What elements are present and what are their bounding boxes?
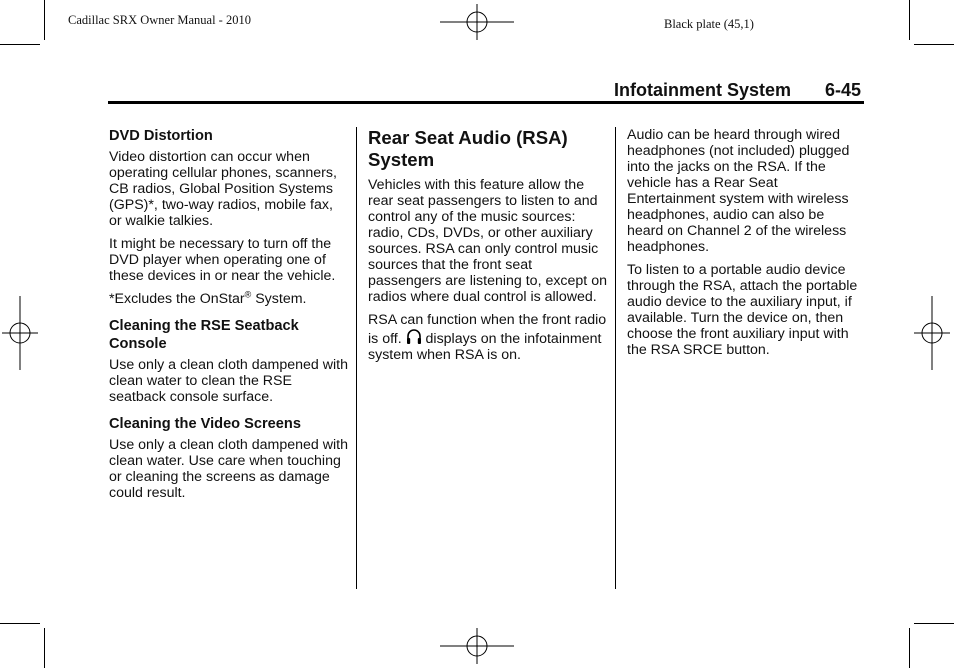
paragraph-audio-1: Audio can be heard through wired headphones (not included) plugged into the jacks on the RSA. If the vehicle has a Rear Seat Entertainment system with wireless headphones, audio can also be heard on Channel 2 of the wireless headphones. xyxy=(627,127,850,255)
heading-rear-seat-audio: Rear Seat Audio (RSA) System xyxy=(368,127,568,170)
crop-mark-top-right-h xyxy=(914,44,954,45)
crop-mark-top-right-v xyxy=(909,0,910,40)
paragraph-rsa-2-b: displays on the infotainment system when RSA is on. xyxy=(368,331,602,363)
page-number: 6-45 xyxy=(825,80,862,100)
section-title: Infotainment System xyxy=(614,80,792,100)
column-divider-2 xyxy=(615,127,616,589)
crop-mark-top-left-h xyxy=(0,44,40,45)
registration-mark-left xyxy=(2,296,38,370)
heading-cleaning-rse: Cleaning the RSE Seatback Console xyxy=(109,318,299,352)
paragraph-rsa-2 xyxy=(368,312,608,363)
registered-mark: ® xyxy=(244,289,252,300)
paragraph-cleaning-rse: Use only a clean cloth dampened with clean water to clean the RSE seatback console surface. xyxy=(109,357,348,405)
headphone-icon xyxy=(406,328,422,345)
column-3 xyxy=(627,127,863,365)
registration-mark-right xyxy=(914,296,950,370)
heading-cleaning-video: Cleaning the Video Screens xyxy=(109,416,301,432)
crop-mark-bottom-right-v xyxy=(909,628,910,668)
column-divider-1 xyxy=(356,127,357,589)
paragraph-dvd-distortion-1: Video distortion can occur when operating cellular phones, scanners, CB radios, Global Position Systems (GPS)*, two-way radios, mobile fax, or walkie talkies. xyxy=(109,149,337,229)
footnote-text-b: System. xyxy=(251,291,307,307)
paragraph-cleaning-video: Use only a clean cloth dampened with clean water. Use care when touching or cleaning the screens as damage could result. xyxy=(109,437,348,501)
column-2 xyxy=(368,127,608,370)
column-1 xyxy=(109,127,349,508)
crop-mark-bottom-left-v xyxy=(44,628,45,668)
registration-mark-bottom xyxy=(440,628,514,664)
paragraph-rsa-1: Vehicles with this feature allow the rear seat passengers to listen to and control any of the music sources: radio, CDs, DVDs, or other auxiliary sources. RSA can only control music sources that the front seat passengers are listening to, except on radios where dual control is allowed. xyxy=(368,177,607,305)
crop-mark-top-left-v xyxy=(44,0,45,40)
paragraph-rsa-2-a: RSA can function when the front radio is off. xyxy=(368,312,607,347)
manual-title: Cadillac SRX Owner Manual - 2010 xyxy=(68,13,251,27)
crop-mark-bottom-left-h xyxy=(0,623,40,624)
crop-mark-bottom-right-h xyxy=(914,623,954,624)
paragraph-audio-2: To listen to a portable audio device through the RSA, attach the portable audio device to the auxiliary input, if available. Turn the device on, then choose the front auxiliary input with the RSA SRCE button. xyxy=(627,262,858,358)
footnote-onstar xyxy=(109,291,349,307)
footnote-text-a: *Excludes the OnStar xyxy=(109,291,245,307)
heading-dvd-distortion: DVD Distortion xyxy=(109,128,213,144)
registration-mark-top xyxy=(440,4,514,40)
header-rule xyxy=(108,101,864,104)
paragraph-dvd-distortion-2: It might be necessary to turn off the DVD player when operating one of these devices in or near the vehicle. xyxy=(109,236,336,284)
plate-label: Black plate (45,1) xyxy=(664,17,754,31)
